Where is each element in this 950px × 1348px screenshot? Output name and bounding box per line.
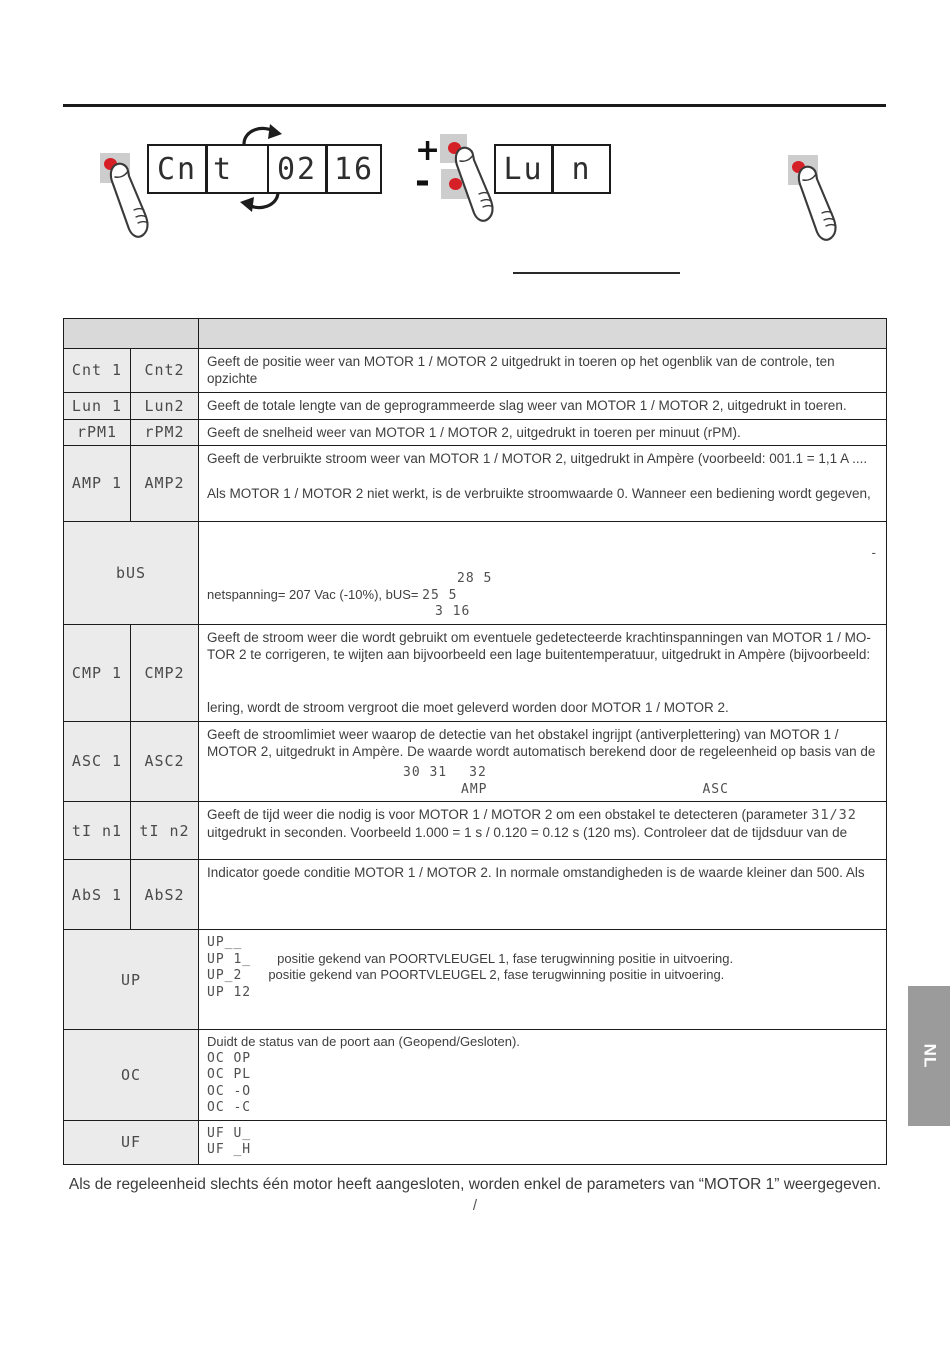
rotate-ccw-icon bbox=[238, 190, 284, 214]
desc-line bbox=[207, 806, 878, 824]
footer-slash: / bbox=[472, 1197, 478, 1214]
parameters-table bbox=[63, 318, 887, 1165]
oc-status-line bbox=[207, 1083, 878, 1100]
oc-status-line bbox=[207, 1050, 878, 1067]
desc-line: TOR 2 te corrigeren, te wijten aan bijvoorbeeld een lage buitentemperatuur, uitgedrukt in Ampère (bijvoorbeeld: bbox=[207, 647, 871, 663]
display-digit-box bbox=[494, 144, 553, 194]
table-row-oc bbox=[64, 1030, 887, 1121]
seg-value: UP_2 bbox=[207, 968, 243, 984]
up-status-line bbox=[207, 934, 878, 951]
oc-status-line bbox=[207, 1099, 878, 1116]
param-desc bbox=[199, 1030, 887, 1121]
desc-line: netspanning= 207 Vac (-10%), bUS= bbox=[207, 586, 423, 602]
desc-line: Duidt de status van de poort aan (Geopend/Gesloten). bbox=[207, 1034, 520, 1050]
seg-value: 3 16 bbox=[435, 604, 471, 620]
param-code-cell: AbS2 bbox=[131, 860, 199, 930]
param-desc bbox=[199, 930, 887, 1030]
seg-value: 31/32 bbox=[811, 807, 857, 824]
display-text: 02 bbox=[276, 151, 318, 187]
table-row-tin bbox=[64, 802, 887, 860]
display-digit-box bbox=[552, 144, 611, 194]
bus-value-line bbox=[457, 570, 878, 587]
oc-status-line bbox=[207, 1066, 878, 1083]
param-code-cell: CMP2 bbox=[131, 624, 199, 721]
display-digit-box bbox=[267, 144, 327, 194]
seg-value: UF U_ bbox=[207, 1125, 252, 1141]
plus-label: + bbox=[415, 133, 441, 168]
param-code-cell: rPM2 bbox=[131, 419, 199, 445]
table-row-cnt bbox=[64, 349, 887, 393]
finger-icon bbox=[795, 165, 849, 243]
param-code-cell: Cnt 1 bbox=[64, 349, 131, 393]
seg-value: UP__ bbox=[207, 935, 243, 951]
param-code-cell: tI n2 bbox=[131, 802, 199, 860]
display-digit-box bbox=[326, 144, 382, 194]
top-rule bbox=[63, 104, 886, 107]
param-code-cell: AMP 1 bbox=[64, 445, 131, 521]
param-code-cell: Lun 1 bbox=[64, 392, 131, 419]
rotate-cw-icon bbox=[238, 122, 284, 146]
display-digit-box bbox=[206, 144, 269, 194]
table-header-row bbox=[64, 319, 887, 349]
uf-status-line bbox=[207, 1141, 878, 1158]
table-row-up bbox=[64, 930, 887, 1030]
up-status-line bbox=[207, 967, 878, 984]
desc-line: Geeft de stroomlimiet weer waarop de detectie van het obstakel ingrijpt (antiverplettering) van MOTOR 1 / bbox=[207, 726, 839, 742]
asc-seg-line bbox=[207, 764, 878, 781]
desc-text: positie gekend van POORTVLEUGEL 2, fase terugwinning positie in uitvoering. bbox=[268, 967, 725, 983]
param-code-cell: AbS 1 bbox=[64, 860, 131, 930]
dash-text: - bbox=[871, 544, 876, 560]
asc-seg-line bbox=[207, 781, 878, 798]
uf-status-line bbox=[207, 1125, 878, 1142]
param-code-cell: rPM1 bbox=[64, 419, 131, 445]
table-row-rpm bbox=[64, 419, 887, 445]
seg-value: ASC bbox=[702, 781, 729, 797]
seg-value: 28 5 bbox=[457, 571, 493, 587]
param-code-cell: ASC2 bbox=[131, 721, 199, 802]
desc-line: MOTOR 2, uitgedrukt in Ampère. De waarde wordt automatisch berekend door de regeleenheid op basis van de bbox=[207, 743, 876, 759]
param-code-cell: UF bbox=[64, 1120, 199, 1164]
param-desc bbox=[199, 802, 887, 860]
table-row-asc bbox=[64, 721, 887, 802]
seg-value: OC OP bbox=[207, 1050, 252, 1066]
param-desc: Geeft de positie weer van MOTOR 1 / MOTOR 2 uitgedrukt in toeren op het ogenblik van de controle, ten opzichte bbox=[199, 349, 887, 393]
seg-value: OC -C bbox=[207, 1100, 252, 1116]
param-code-cell: CMP 1 bbox=[64, 624, 131, 721]
table-row-lun bbox=[64, 392, 887, 419]
header-codes-cell bbox=[64, 319, 199, 349]
seg-value: 30 31 bbox=[403, 765, 448, 781]
param-code-cell: OC bbox=[64, 1030, 199, 1121]
bus-value-line bbox=[207, 587, 878, 604]
display-digit-box bbox=[147, 144, 207, 194]
param-code-cell: bUS bbox=[64, 521, 199, 624]
seg-value: UP 12 bbox=[207, 984, 252, 1000]
header-desc-cell bbox=[199, 319, 887, 349]
seg-value: AMP bbox=[461, 781, 488, 797]
bus-value-line bbox=[435, 603, 878, 620]
param-desc bbox=[199, 445, 887, 521]
param-code-cell: ASC 1 bbox=[64, 721, 131, 802]
desc-text: Geeft de tijd weer die nodig is voor MOTOR 1 / MOTOR 2 om een obstakel te detecteren (parameter bbox=[207, 807, 812, 823]
seg-value: UP 1_ bbox=[207, 951, 252, 967]
param-desc: Geeft de snelheid weer van MOTOR 1 / MOTOR 2, uitgedrukt in toeren per minuut (rPM). bbox=[199, 419, 887, 445]
display-text: t bbox=[213, 151, 234, 187]
desc-line: lering, wordt de stroom vergroot die moet geleverd worden door MOTOR 1 / MOTOR 2. bbox=[207, 700, 729, 716]
desc-line: Geeft de verbruikte stroom weer van MOTOR 1 / MOTOR 2, uitgedrukt in Ampère (voorbeeld: 001.1 = 1,1 A .... bbox=[207, 450, 868, 466]
seg-value: 32 bbox=[469, 765, 487, 781]
param-code-cell: AMP2 bbox=[131, 445, 199, 521]
desc-line: Geeft de stroom weer die wordt gebruikt om eventuele gedetecteerde krachtinspanningen van MOTOR 1 / MO- bbox=[207, 629, 871, 645]
param-desc bbox=[199, 624, 887, 721]
param-desc bbox=[199, 521, 887, 624]
display-text: Cn bbox=[156, 151, 198, 187]
up-status-line bbox=[207, 984, 878, 1001]
footer-note: Als de regeleenheid slechts één motor heeft aangesloten, worden enkel de parameters van “MOTOR 1” weergegeven. bbox=[68, 1176, 882, 1193]
seg-value: OC -O bbox=[207, 1083, 252, 1099]
param-desc: Indicator goede conditie MOTOR 1 / MOTOR 2. In normale omstandigheden is de waarde kleiner dan 500. Als bbox=[199, 860, 887, 930]
display-text: n bbox=[571, 151, 592, 187]
language-tab-label: NL bbox=[919, 1043, 939, 1069]
desc-text: positie gekend van POORTVLEUGEL 1, fase terugwinning positie in uitvoering. bbox=[277, 950, 734, 966]
param-code-cell: Lun2 bbox=[131, 392, 199, 419]
seg-value: OC PL bbox=[207, 1067, 252, 1083]
table-row-uf bbox=[64, 1120, 887, 1164]
table-row-bus bbox=[64, 521, 887, 624]
up-status-line bbox=[207, 951, 878, 968]
desc-line: Als MOTOR 1 / MOTOR 2 niet werkt, is de verbruikte stroomwaarde 0. Wanneer een bediening wordt gegeven, bbox=[207, 486, 871, 502]
table-row-abs bbox=[64, 860, 887, 930]
language-tab-nl bbox=[908, 986, 950, 1126]
display-text: 16 bbox=[333, 151, 375, 187]
minus-label: - bbox=[415, 161, 430, 202]
param-code-cell: UP bbox=[64, 930, 199, 1030]
display-text: Lu bbox=[503, 151, 544, 187]
seg-value: 25 5 bbox=[422, 587, 458, 603]
param-code-cell: Cnt2 bbox=[131, 349, 199, 393]
table-row-cmp bbox=[64, 624, 887, 721]
param-desc: Geeft de totale lengte van de geprogrammeerde slag weer van MOTOR 1 / MOTOR 2, uitgedrukt in toeren. bbox=[199, 392, 887, 419]
param-code-cell: tI n1 bbox=[64, 802, 131, 860]
table-row-amp bbox=[64, 445, 887, 521]
param-desc bbox=[199, 1120, 887, 1164]
param-desc bbox=[199, 721, 887, 802]
section-underline bbox=[513, 272, 680, 274]
seg-value: UF _H bbox=[207, 1142, 252, 1158]
desc-line: uitgedrukt in seconden. Voorbeeld 1.000 = 1 s / 0.120 = 0.12 s (120 ms). Controleer dat de tijdsduur van de bbox=[207, 825, 848, 841]
